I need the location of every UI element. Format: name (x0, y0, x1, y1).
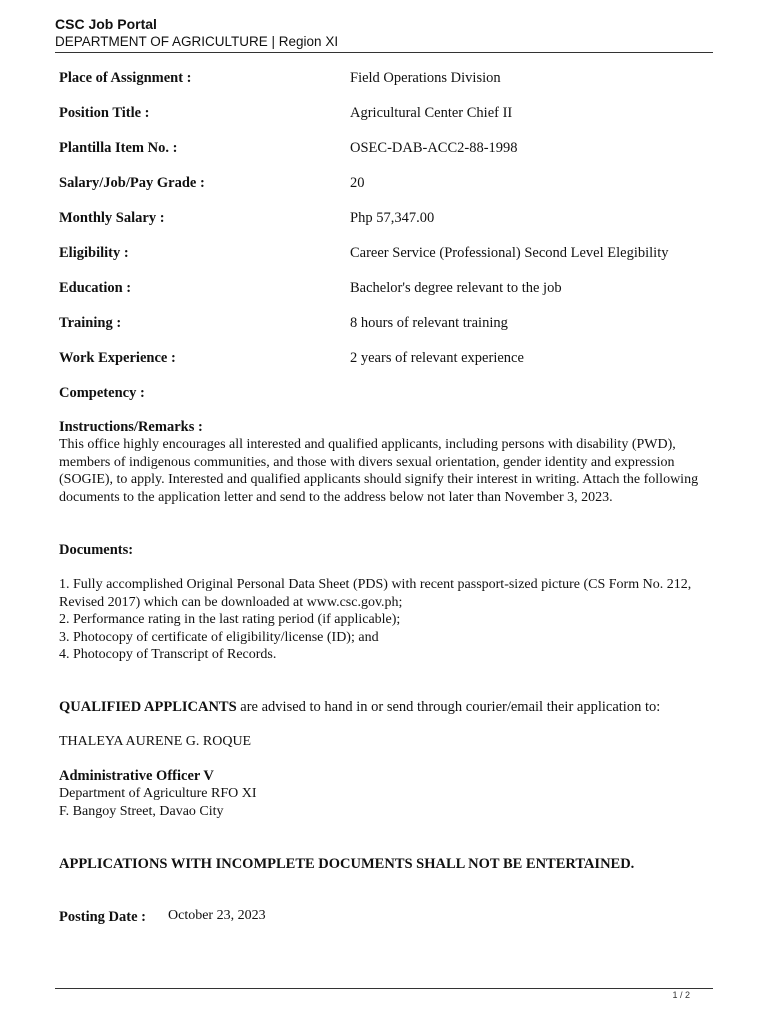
field-label: Education : (59, 280, 132, 296)
field-label: Work Experience : (59, 350, 176, 366)
contact-position: Administrative Officer V (59, 768, 214, 784)
list-item: 2. Performance rating in the last rating period (if applicable); (59, 612, 401, 628)
field-value: Php 57,347.00 (350, 210, 435, 226)
field-label: Place of Assignment : (59, 70, 192, 86)
incomplete-documents-warning: APPLICATIONS WITH INCOMPLETE DOCUMENTS SHALL NOT BE ENTERTAINED. (59, 856, 635, 872)
contact-name: THALEYA AURENE G. ROQUE (59, 734, 252, 749)
portal-title: CSC Job Portal (55, 16, 157, 32)
department-subtitle: DEPARTMENT OF AGRICULTURE | Region XI (55, 34, 339, 49)
field-label: Training : (59, 315, 122, 331)
contact-office: Department of Agriculture RFO XI (59, 786, 257, 801)
footer-divider (55, 988, 713, 989)
qualified-applicants-emphasis: QUALIFIED APPLICANTS (59, 699, 237, 715)
documents-list (59, 576, 699, 664)
page-header (55, 16, 713, 50)
field-label: Plantilla Item No. : (59, 140, 178, 156)
field-value: Bachelor's degree relevant to the job (350, 280, 562, 296)
list-item: 3. Photocopy of certificate of eligibility/license (ID); and (59, 629, 379, 645)
field-label: Monthly Salary : (59, 210, 165, 226)
qualified-applicants-note (59, 699, 660, 716)
field-value: Career Service (Professional) Second Level Elegibility (350, 245, 669, 261)
posting-date-label: Posting Date : (59, 909, 146, 925)
field-label: Competency : (59, 385, 145, 401)
page-number: 1 / 2 (672, 990, 690, 1000)
list-item: 4. Photocopy of Transcript of Records. (59, 647, 277, 663)
field-value: Field Operations Division (350, 70, 501, 86)
contact-address: F. Bangoy Street, Davao City (59, 804, 224, 819)
instructions-title: Instructions/Remarks : (59, 419, 203, 435)
field-value: 8 hours of relevant training (350, 315, 508, 331)
instructions-text: This office highly encourages all interested and qualified applicants, including persons with disability (PWD), members of indigenous communities, and those with divers sexual orientation, gender identity and expression (SOGIE), to apply. Interested and qualified applicants should signify their interest in writing. Attach the following documents to the application letter and send to the address below not later than November 3, 2023. (59, 437, 699, 505)
field-value: OSEC-DAB-ACC2-88-1998 (350, 140, 518, 156)
documents-title: Documents: (59, 542, 134, 558)
field-value: 20 (350, 175, 365, 191)
field-label: Eligibility : (59, 245, 129, 261)
posting-date-value: October 23, 2023 (168, 908, 266, 923)
list-item: 1. Fully accomplished Original Personal Data Sheet (PDS) with recent passport-sized picture (CS Form No. 212, Revised 2017) which can be downloaded at www.csc.gov.ph; (59, 577, 692, 610)
header-divider (55, 52, 713, 53)
field-label: Salary/Job/Pay Grade : (59, 175, 205, 191)
qualified-applicants-text: are advised to hand in or send through courier/email their application to: (236, 699, 661, 715)
field-value: Agricultural Center Chief II (350, 105, 513, 121)
field-label: Position Title : (59, 105, 150, 121)
field-value: 2 years of relevant experience (350, 350, 524, 366)
